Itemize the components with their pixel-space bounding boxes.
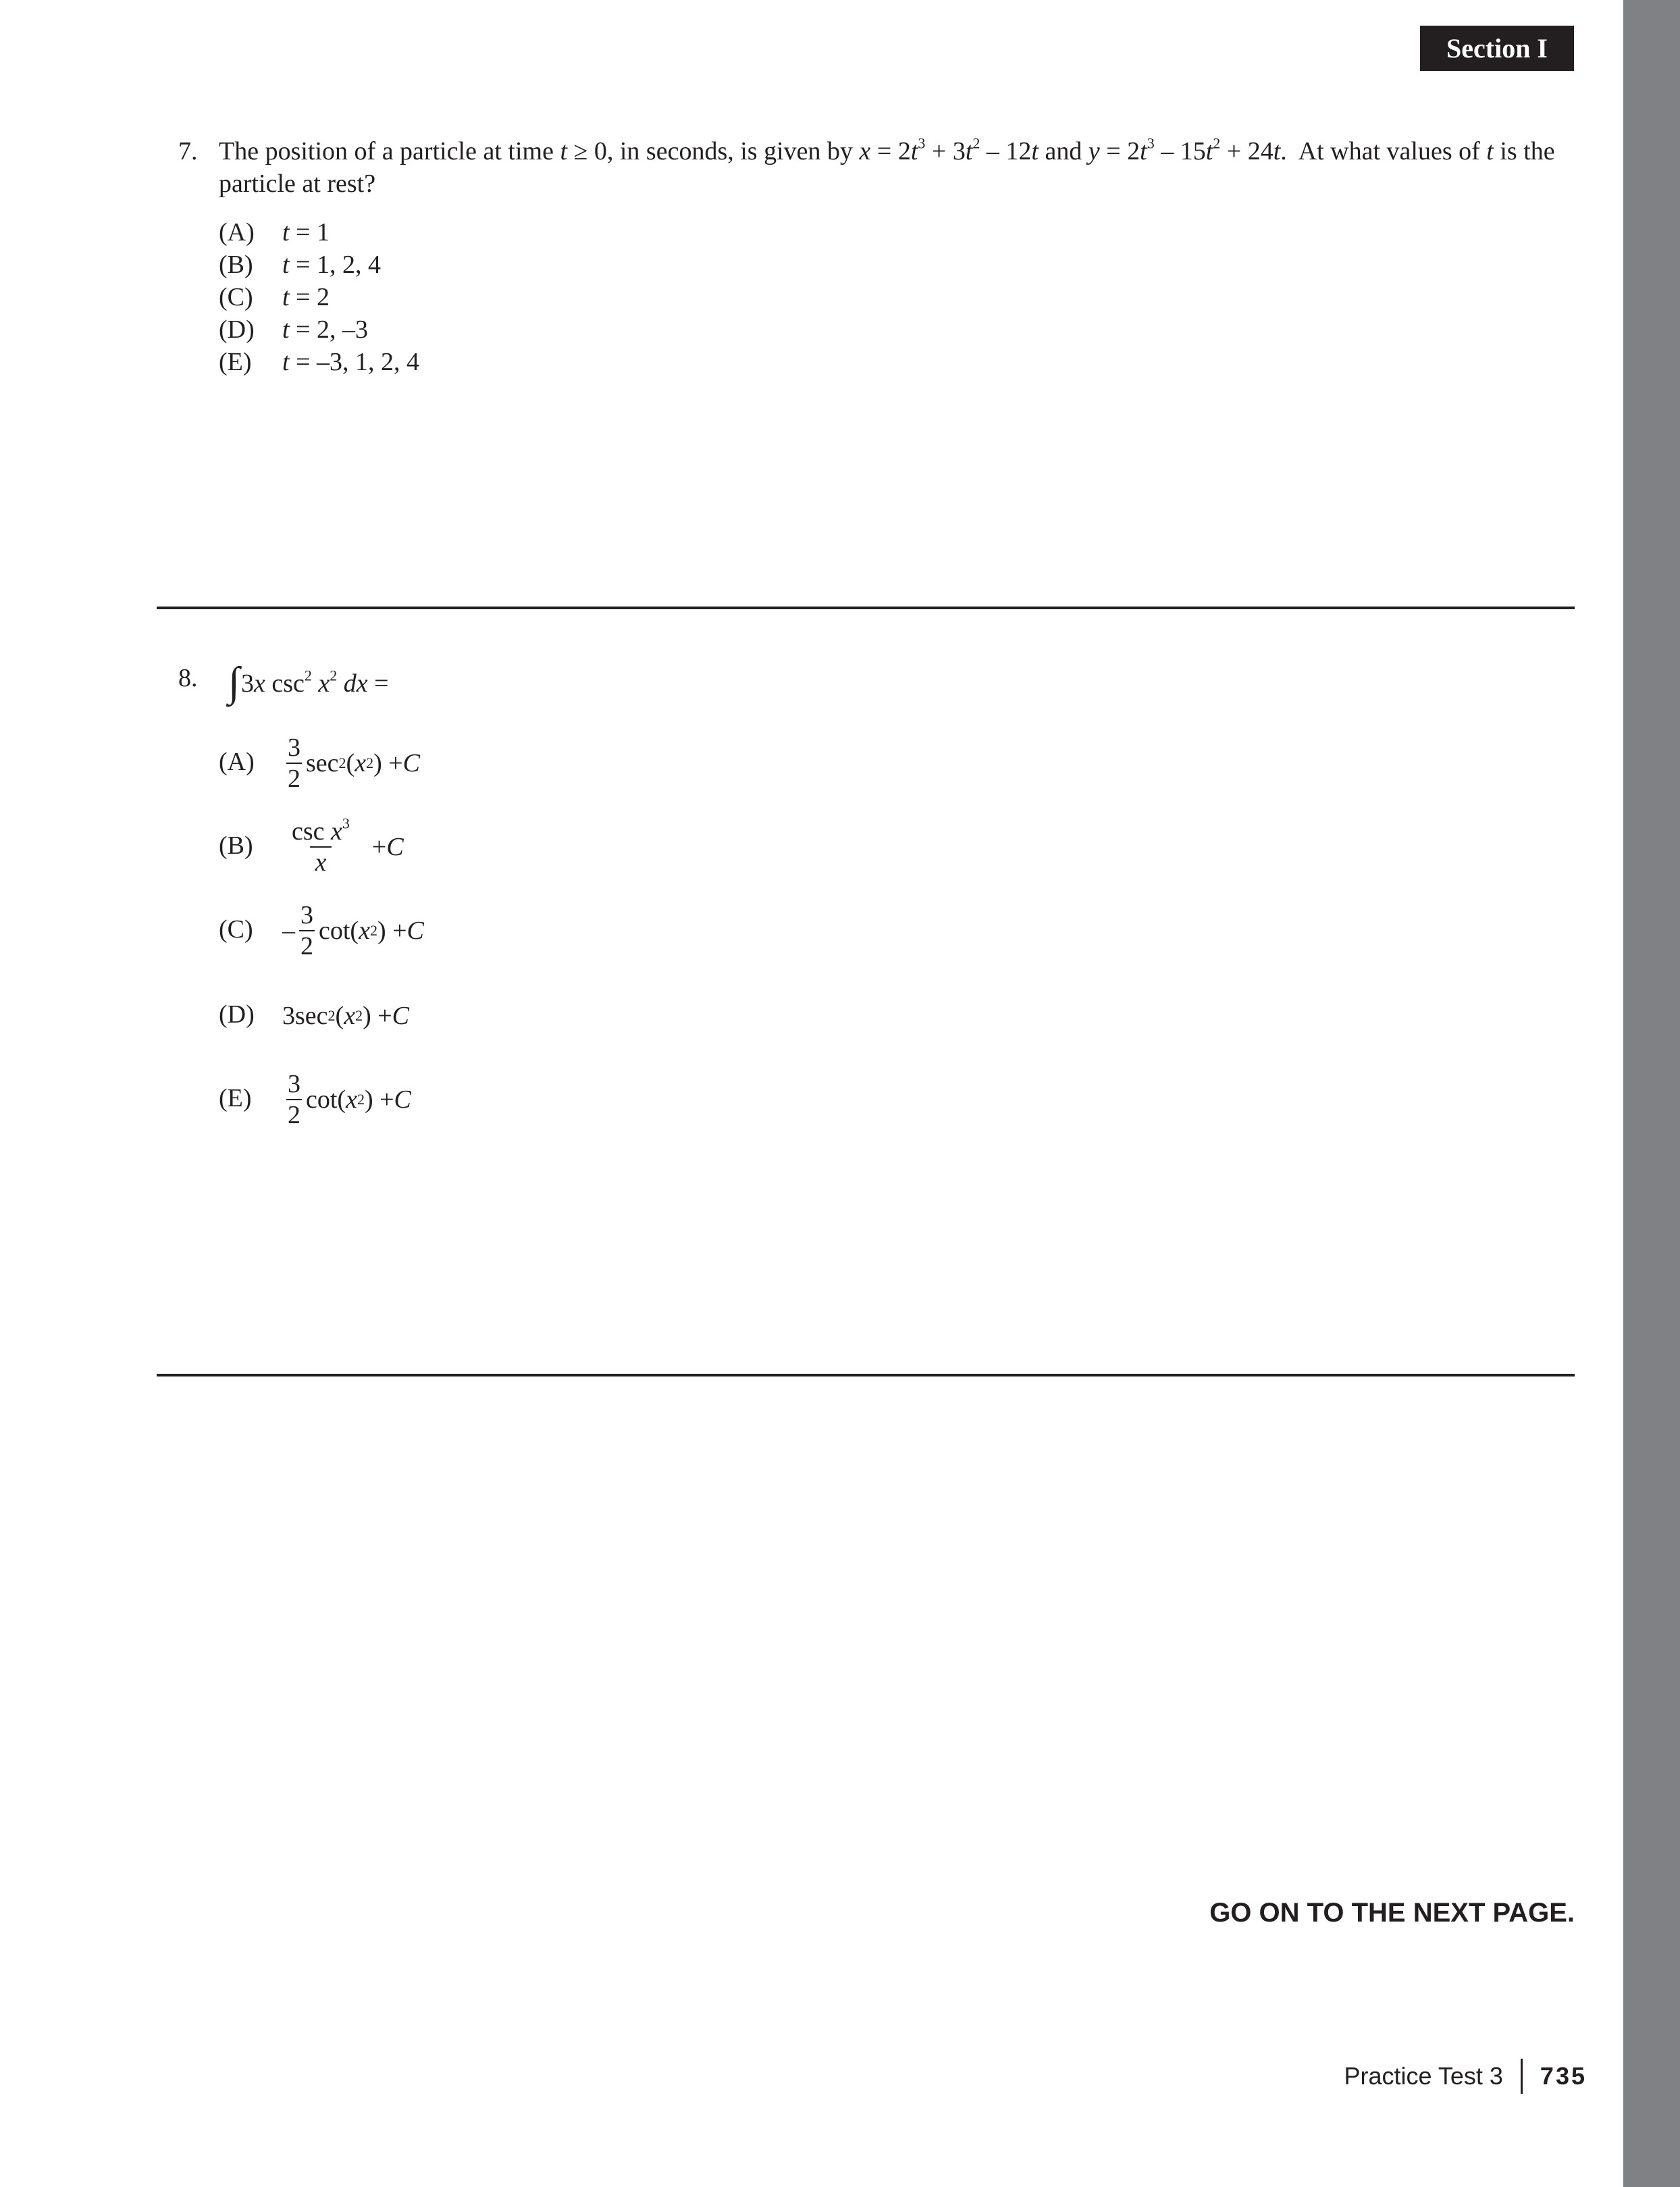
choice-text: t = 1 [282,218,330,247]
choice-label: (C) [219,283,253,311]
answer-choice-d[interactable] [219,982,1029,1050]
choice-label: (D) [219,1000,255,1029]
question-7 [178,135,1576,378]
answer-choice-e[interactable] [219,1066,1029,1133]
answer-choice-a[interactable] [219,729,1029,797]
question-number: 8. [178,664,198,692]
choice-text: t = 2 [282,283,330,311]
choice-label: (D) [219,315,255,344]
page-footer [1344,2059,1587,2094]
choice-text: $\frac{3}{2}$ sec 2 ( x 2 ) + C [288,734,421,793]
question-stem: The position of a particle at time t ≥ 0, in seconds, is given by $x = 2t^3 + 3t^2 - 12t$ and $y = 2t^3 - 15t^2 + 24t$. At what values of t is the particle at rest? [219,134,1555,198]
choice-label: (A) [219,218,255,247]
choice-text: $\frac{3}{2}$ cot( x 2 ) + C [288,1070,411,1129]
answer-choice-e[interactable] [219,346,1576,378]
question-stem: ∫3x $\csc^2 x^2$ dx = [228,659,389,705]
choice-text: t = 2, –3 [282,315,368,344]
choice-text: t = 1, 2, 4 [282,251,381,279]
choice-label: (E) [219,1084,252,1112]
answer-choice-a[interactable] [219,216,1576,249]
answer-choice-b[interactable] [219,249,1576,281]
go-on-instruction: GO ON TO THE NEXT PAGE. [1209,1898,1575,1928]
answer-choices [219,216,1576,378]
question-divider [157,607,1575,609]
choice-label: (E) [219,348,252,376]
answer-choice-c[interactable] [219,281,1576,313]
choice-text: $\frac{\csc x^3}{x}$ + C [292,815,404,877]
answer-choice-d[interactable] [219,313,1576,346]
footer-divider [1521,2059,1523,2094]
choice-text: t = –3, 1, 2, 4 [282,348,419,376]
choice-label: (B) [219,251,253,279]
answer-choice-c[interactable] [219,897,1029,964]
choice-label: (B) [219,831,253,860]
answer-choice-b[interactable] [219,813,1029,881]
page-number: 735 [1540,2062,1587,2090]
page-edge-tab [1623,0,1680,2187]
question-number: 7. [178,137,198,165]
choice-text: – $\frac{3}{2}$ cot( x 2 ) + C [282,901,424,960]
section-label: Section I [1420,26,1574,71]
choice-label: (C) [219,915,253,944]
choice-label: (A) [219,748,255,776]
test-name: Practice Test 3 [1344,2062,1503,2090]
integral-sign: ∫ [228,659,240,705]
question-divider [157,1374,1575,1376]
choice-text: 3sec 2 ( x 2 ) + C [282,1002,410,1030]
